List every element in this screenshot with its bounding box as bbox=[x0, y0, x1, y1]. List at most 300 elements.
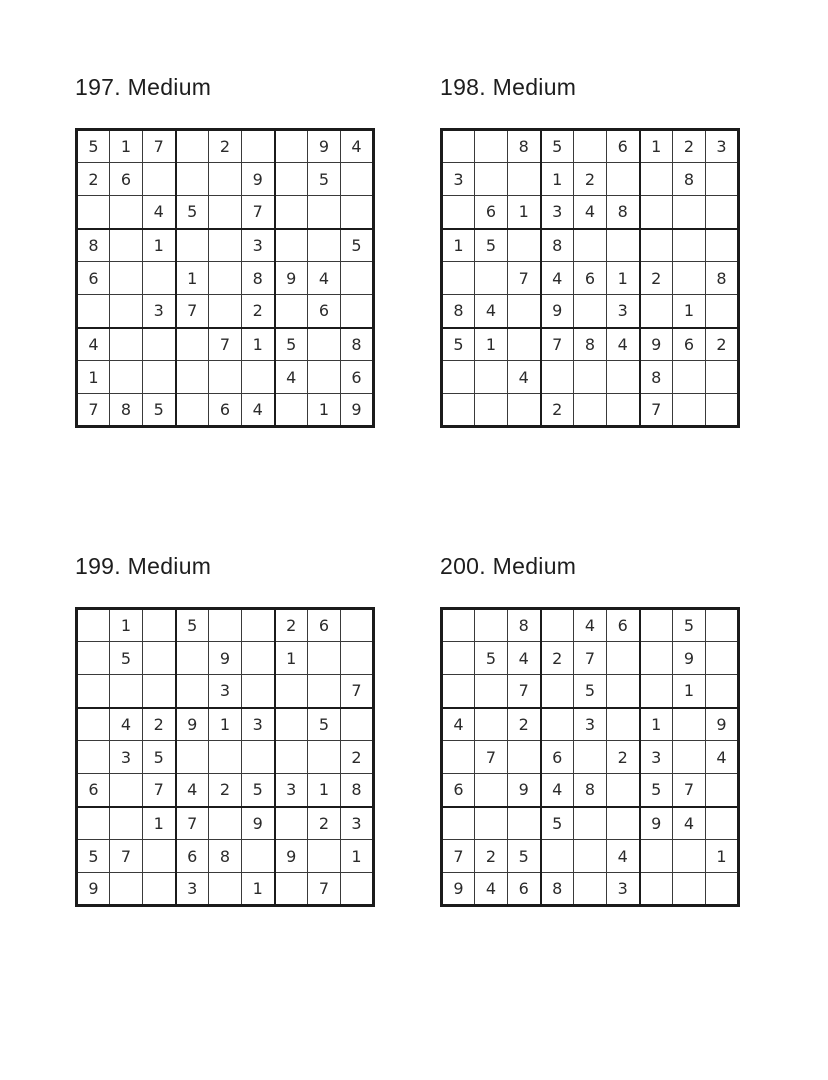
sudoku-cell: 9 bbox=[706, 708, 739, 741]
sudoku-cell: 1 bbox=[308, 394, 341, 427]
sudoku-cell-empty bbox=[209, 361, 242, 394]
sudoku-cell: 6 bbox=[341, 361, 374, 394]
sudoku-row bbox=[77, 262, 374, 295]
sudoku-cell: 8 bbox=[607, 196, 640, 229]
sudoku-row bbox=[442, 774, 739, 807]
sudoku-cell: 1 bbox=[640, 130, 673, 163]
sudoku-row bbox=[442, 163, 739, 196]
sudoku-cell: 9 bbox=[640, 807, 673, 840]
sudoku-cell: 2 bbox=[209, 130, 242, 163]
sudoku-cell: 6 bbox=[541, 741, 574, 774]
sudoku-cell-empty bbox=[706, 229, 739, 262]
sudoku-cell: 5 bbox=[275, 328, 308, 361]
sudoku-cell-empty bbox=[143, 609, 176, 642]
sudoku-cell-empty bbox=[706, 196, 739, 229]
sudoku-cell: 5 bbox=[541, 807, 574, 840]
sudoku-cell-empty bbox=[176, 163, 209, 196]
sudoku-cell: 8 bbox=[640, 361, 673, 394]
sudoku-cell: 9 bbox=[341, 394, 374, 427]
sudoku-cell: 2 bbox=[308, 807, 341, 840]
sudoku-cell-empty bbox=[110, 328, 143, 361]
sudoku-grid bbox=[75, 607, 375, 907]
sudoku-cell: 6 bbox=[209, 394, 242, 427]
sudoku-cell: 9 bbox=[442, 873, 475, 906]
sudoku-row bbox=[442, 609, 739, 642]
sudoku-cell: 8 bbox=[574, 328, 607, 361]
sudoku-cell-empty bbox=[275, 196, 308, 229]
sudoku-cell-empty bbox=[475, 163, 508, 196]
sudoku-row bbox=[77, 873, 374, 906]
sudoku-cell-empty bbox=[574, 807, 607, 840]
sudoku-row bbox=[442, 708, 739, 741]
sudoku-cell: 7 bbox=[143, 774, 176, 807]
sudoku-cell-empty bbox=[275, 130, 308, 163]
sudoku-cell: 9 bbox=[209, 642, 242, 675]
sudoku-cell: 1 bbox=[242, 328, 275, 361]
sudoku-cell-empty bbox=[574, 361, 607, 394]
sudoku-cell-empty bbox=[341, 295, 374, 328]
sudoku-cell-empty bbox=[607, 361, 640, 394]
sudoku-cell-empty bbox=[541, 708, 574, 741]
sudoku-cell-empty bbox=[143, 642, 176, 675]
sudoku-cell: 3 bbox=[607, 295, 640, 328]
sudoku-cell-empty bbox=[176, 675, 209, 708]
puzzle-title: 199. Medium bbox=[75, 553, 212, 579]
sudoku-cell: 5 bbox=[673, 609, 706, 642]
sudoku-grid bbox=[75, 128, 375, 428]
sudoku-cell: 4 bbox=[475, 873, 508, 906]
sudoku-cell: 1 bbox=[209, 708, 242, 741]
sudoku-cell: 7 bbox=[242, 196, 275, 229]
sudoku-row bbox=[77, 196, 374, 229]
sudoku-cell: 8 bbox=[341, 328, 374, 361]
sudoku-row bbox=[442, 262, 739, 295]
sudoku-cell: 1 bbox=[508, 196, 541, 229]
sudoku-cell-empty bbox=[77, 642, 110, 675]
sudoku-cell-empty bbox=[475, 361, 508, 394]
sudoku-cell: 5 bbox=[308, 163, 341, 196]
sudoku-cell-empty bbox=[341, 873, 374, 906]
sudoku-cell: 8 bbox=[242, 262, 275, 295]
sudoku-cell-empty bbox=[341, 196, 374, 229]
sudoku-row bbox=[77, 609, 374, 642]
sudoku-cell: 9 bbox=[673, 642, 706, 675]
sudoku-cell: 4 bbox=[475, 295, 508, 328]
sudoku-cell-empty bbox=[475, 609, 508, 642]
sudoku-cell: 6 bbox=[308, 609, 341, 642]
sudoku-cell: 1 bbox=[77, 361, 110, 394]
sudoku-cell: 7 bbox=[508, 675, 541, 708]
sudoku-cell: 1 bbox=[176, 262, 209, 295]
sudoku-cell: 7 bbox=[442, 840, 475, 873]
sudoku-cell-empty bbox=[475, 708, 508, 741]
sudoku-cell-empty bbox=[607, 229, 640, 262]
sudoku-cell: 7 bbox=[143, 130, 176, 163]
puzzle-199 bbox=[75, 551, 389, 907]
sudoku-cell-empty bbox=[110, 196, 143, 229]
sudoku-cell: 2 bbox=[209, 774, 242, 807]
sudoku-cell: 2 bbox=[706, 328, 739, 361]
sudoku-cell: 3 bbox=[640, 741, 673, 774]
sudoku-cell-empty bbox=[242, 675, 275, 708]
sudoku-cell-empty bbox=[275, 295, 308, 328]
sudoku-cell: 7 bbox=[176, 295, 209, 328]
sudoku-cell-empty bbox=[242, 130, 275, 163]
sudoku-cell: 2 bbox=[508, 708, 541, 741]
sudoku-cell-empty bbox=[706, 163, 739, 196]
sudoku-cell-empty bbox=[508, 741, 541, 774]
sudoku-cell-empty bbox=[110, 295, 143, 328]
sudoku-cell-empty bbox=[640, 609, 673, 642]
sudoku-cell-empty bbox=[508, 295, 541, 328]
sudoku-cell: 1 bbox=[442, 229, 475, 262]
sudoku-cell: 5 bbox=[541, 130, 574, 163]
sudoku-cell: 6 bbox=[77, 262, 110, 295]
sudoku-cell-empty bbox=[673, 708, 706, 741]
sudoku-cell-empty bbox=[110, 262, 143, 295]
sudoku-cell: 4 bbox=[110, 708, 143, 741]
sudoku-row bbox=[442, 873, 739, 906]
sudoku-cell: 3 bbox=[341, 807, 374, 840]
sudoku-row bbox=[442, 642, 739, 675]
sudoku-cell: 3 bbox=[110, 741, 143, 774]
sudoku-cell-empty bbox=[275, 873, 308, 906]
sudoku-cell: 9 bbox=[242, 163, 275, 196]
sudoku-cell-empty bbox=[341, 642, 374, 675]
sudoku-cell: 4 bbox=[706, 741, 739, 774]
sudoku-cell-empty bbox=[209, 873, 242, 906]
sudoku-cell: 1 bbox=[143, 229, 176, 262]
sudoku-cell: 4 bbox=[242, 394, 275, 427]
sudoku-row bbox=[77, 328, 374, 361]
sudoku-cell: 5 bbox=[242, 774, 275, 807]
sudoku-cell: 5 bbox=[475, 229, 508, 262]
sudoku-cell-empty bbox=[308, 196, 341, 229]
sudoku-cell-empty bbox=[607, 394, 640, 427]
sudoku-cell-empty bbox=[209, 229, 242, 262]
sudoku-cell: 5 bbox=[77, 130, 110, 163]
sudoku-cell: 9 bbox=[275, 840, 308, 873]
sudoku-cell: 5 bbox=[442, 328, 475, 361]
sudoku-cell-empty bbox=[508, 163, 541, 196]
sudoku-cell-empty bbox=[209, 807, 242, 840]
sudoku-cell-empty bbox=[341, 708, 374, 741]
sudoku-row bbox=[442, 328, 739, 361]
sudoku-cell: 7 bbox=[574, 642, 607, 675]
sudoku-cell: 7 bbox=[640, 394, 673, 427]
sudoku-cell: 2 bbox=[242, 295, 275, 328]
sudoku-cell-empty bbox=[242, 741, 275, 774]
sudoku-cell: 9 bbox=[176, 708, 209, 741]
sudoku-cell-empty bbox=[541, 361, 574, 394]
sudoku-cell: 1 bbox=[607, 262, 640, 295]
sudoku-grid-wrap bbox=[440, 128, 754, 428]
sudoku-cell: 6 bbox=[673, 328, 706, 361]
sudoku-cell-empty bbox=[176, 229, 209, 262]
sudoku-row bbox=[442, 361, 739, 394]
sudoku-cell-empty bbox=[308, 361, 341, 394]
sudoku-cell: 4 bbox=[541, 774, 574, 807]
sudoku-cell-empty bbox=[275, 675, 308, 708]
sudoku-cell: 6 bbox=[308, 295, 341, 328]
sudoku-cell-empty bbox=[275, 394, 308, 427]
sudoku-grid-wrap bbox=[75, 607, 389, 907]
sudoku-cell: 2 bbox=[143, 708, 176, 741]
sudoku-cell-empty bbox=[77, 609, 110, 642]
sudoku-cell: 1 bbox=[308, 774, 341, 807]
sudoku-cell-empty bbox=[640, 675, 673, 708]
sudoku-cell: 7 bbox=[508, 262, 541, 295]
sudoku-cell: 8 bbox=[574, 774, 607, 807]
sudoku-row bbox=[77, 130, 374, 163]
sudoku-cell: 1 bbox=[143, 807, 176, 840]
sudoku-cell-empty bbox=[143, 675, 176, 708]
sudoku-row bbox=[77, 807, 374, 840]
sudoku-cell: 5 bbox=[508, 840, 541, 873]
sudoku-cell-empty bbox=[176, 741, 209, 774]
sudoku-cell-empty bbox=[475, 262, 508, 295]
sudoku-cell: 1 bbox=[706, 840, 739, 873]
sudoku-cell-empty bbox=[475, 130, 508, 163]
sudoku-cell-empty bbox=[209, 262, 242, 295]
sudoku-cell: 3 bbox=[209, 675, 242, 708]
sudoku-row bbox=[77, 163, 374, 196]
sudoku-cell: 4 bbox=[275, 361, 308, 394]
sudoku-grid bbox=[440, 128, 740, 428]
sudoku-cell-empty bbox=[77, 807, 110, 840]
sudoku-cell: 6 bbox=[607, 609, 640, 642]
sudoku-cell: 3 bbox=[242, 229, 275, 262]
sudoku-cell: 1 bbox=[673, 675, 706, 708]
sudoku-cell-empty bbox=[442, 675, 475, 708]
sudoku-cell: 4 bbox=[143, 196, 176, 229]
sudoku-row bbox=[442, 807, 739, 840]
sudoku-row bbox=[442, 229, 739, 262]
sudoku-cell-empty bbox=[673, 262, 706, 295]
sudoku-cell: 6 bbox=[475, 196, 508, 229]
sudoku-cell: 8 bbox=[673, 163, 706, 196]
sudoku-cell: 7 bbox=[541, 328, 574, 361]
sudoku-cell-empty bbox=[341, 609, 374, 642]
sudoku-cell-empty bbox=[673, 361, 706, 394]
sudoku-cell-empty bbox=[673, 840, 706, 873]
sudoku-cell: 4 bbox=[341, 130, 374, 163]
sudoku-cell-empty bbox=[77, 708, 110, 741]
sudoku-cell-empty bbox=[143, 262, 176, 295]
sudoku-cell-empty bbox=[209, 741, 242, 774]
sudoku-cell: 6 bbox=[176, 840, 209, 873]
sudoku-cell-empty bbox=[607, 642, 640, 675]
sudoku-cell-empty bbox=[143, 328, 176, 361]
sudoku-cell: 1 bbox=[640, 708, 673, 741]
sudoku-cell-empty bbox=[541, 675, 574, 708]
sudoku-cell: 2 bbox=[77, 163, 110, 196]
sudoku-cell-empty bbox=[442, 741, 475, 774]
sudoku-cell-empty bbox=[541, 609, 574, 642]
sudoku-cell: 3 bbox=[442, 163, 475, 196]
sudoku-row bbox=[77, 642, 374, 675]
sudoku-cell: 6 bbox=[110, 163, 143, 196]
sudoku-cell-empty bbox=[640, 163, 673, 196]
sudoku-cell-empty bbox=[275, 807, 308, 840]
sudoku-cell: 4 bbox=[607, 328, 640, 361]
sudoku-cell-empty bbox=[673, 741, 706, 774]
sudoku-cell: 4 bbox=[442, 708, 475, 741]
sudoku-cell: 4 bbox=[508, 361, 541, 394]
sudoku-cell: 2 bbox=[541, 394, 574, 427]
sudoku-cell: 8 bbox=[77, 229, 110, 262]
sudoku-cell: 3 bbox=[275, 774, 308, 807]
sudoku-cell: 3 bbox=[176, 873, 209, 906]
sudoku-cell: 6 bbox=[442, 774, 475, 807]
sudoku-cell-empty bbox=[242, 642, 275, 675]
sudoku-cell-empty bbox=[607, 708, 640, 741]
sudoku-cell: 8 bbox=[541, 229, 574, 262]
sudoku-cell: 1 bbox=[275, 642, 308, 675]
sudoku-cell: 7 bbox=[176, 807, 209, 840]
puzzle-198 bbox=[440, 72, 754, 428]
sudoku-cell-empty bbox=[275, 163, 308, 196]
sudoku-cell: 5 bbox=[110, 642, 143, 675]
sudoku-cell-empty bbox=[77, 295, 110, 328]
sudoku-cell: 3 bbox=[574, 708, 607, 741]
sudoku-grid-wrap bbox=[75, 128, 389, 428]
sudoku-cell-empty bbox=[508, 328, 541, 361]
sudoku-cell-empty bbox=[308, 229, 341, 262]
sudoku-cell: 6 bbox=[607, 130, 640, 163]
sudoku-cell: 5 bbox=[143, 394, 176, 427]
sudoku-cell: 2 bbox=[275, 609, 308, 642]
sudoku-cell-empty bbox=[110, 807, 143, 840]
sudoku-cell-empty bbox=[475, 675, 508, 708]
sudoku-cell-empty bbox=[673, 196, 706, 229]
sudoku-cell: 5 bbox=[176, 609, 209, 642]
sudoku-cell-empty bbox=[706, 394, 739, 427]
sudoku-row bbox=[77, 675, 374, 708]
sudoku-cell: 1 bbox=[475, 328, 508, 361]
sudoku-cell-empty bbox=[640, 196, 673, 229]
sudoku-cell: 9 bbox=[308, 130, 341, 163]
sudoku-cell-empty bbox=[475, 807, 508, 840]
sudoku-cell-empty bbox=[110, 774, 143, 807]
sudoku-cell-empty bbox=[275, 229, 308, 262]
sudoku-row bbox=[77, 394, 374, 427]
puzzle-197 bbox=[75, 72, 389, 428]
sudoku-cell-empty bbox=[110, 361, 143, 394]
sudoku-cell-empty bbox=[143, 361, 176, 394]
sudoku-row bbox=[77, 229, 374, 262]
sudoku-row bbox=[442, 675, 739, 708]
sudoku-cell: 8 bbox=[110, 394, 143, 427]
sudoku-cell-empty bbox=[442, 642, 475, 675]
sudoku-cell-empty bbox=[673, 873, 706, 906]
sudoku-cell-empty bbox=[110, 873, 143, 906]
sudoku-cell-empty bbox=[607, 774, 640, 807]
sudoku-cell: 7 bbox=[209, 328, 242, 361]
sudoku-cell: 2 bbox=[475, 840, 508, 873]
sudoku-cell-empty bbox=[706, 295, 739, 328]
sudoku-cell-empty bbox=[176, 394, 209, 427]
sudoku-row bbox=[442, 130, 739, 163]
sudoku-cell: 6 bbox=[508, 873, 541, 906]
sudoku-cell-empty bbox=[574, 840, 607, 873]
sudoku-cell-empty bbox=[442, 807, 475, 840]
sudoku-cell-empty bbox=[442, 394, 475, 427]
sudoku-cell-empty bbox=[209, 295, 242, 328]
sudoku-cell: 4 bbox=[541, 262, 574, 295]
sudoku-cell: 9 bbox=[508, 774, 541, 807]
sudoku-cell: 5 bbox=[341, 229, 374, 262]
sudoku-cell: 1 bbox=[242, 873, 275, 906]
sudoku-cell: 5 bbox=[574, 675, 607, 708]
sudoku-cell: 4 bbox=[508, 642, 541, 675]
sudoku-cell-empty bbox=[607, 163, 640, 196]
sudoku-cell-empty bbox=[143, 840, 176, 873]
sudoku-cell-empty bbox=[706, 807, 739, 840]
sudoku-cell-empty bbox=[706, 642, 739, 675]
sudoku-cell-empty bbox=[77, 196, 110, 229]
sudoku-row bbox=[77, 361, 374, 394]
puzzle-title: 197. Medium bbox=[75, 74, 212, 100]
sudoku-cell-empty bbox=[176, 642, 209, 675]
sudoku-cell: 8 bbox=[508, 609, 541, 642]
sudoku-cell: 9 bbox=[541, 295, 574, 328]
sudoku-cell-empty bbox=[574, 295, 607, 328]
sudoku-cell-empty bbox=[640, 840, 673, 873]
sudoku-cell: 7 bbox=[308, 873, 341, 906]
sudoku-cell: 2 bbox=[541, 642, 574, 675]
sudoku-row bbox=[442, 394, 739, 427]
sudoku-cell-empty bbox=[308, 328, 341, 361]
sudoku-cell-empty bbox=[176, 130, 209, 163]
sudoku-cell-empty bbox=[176, 361, 209, 394]
sudoku-cell: 7 bbox=[110, 840, 143, 873]
sudoku-cell-empty bbox=[308, 741, 341, 774]
sudoku-cell-empty bbox=[77, 675, 110, 708]
sudoku-cell-empty bbox=[673, 229, 706, 262]
sudoku-cell: 2 bbox=[574, 163, 607, 196]
sudoku-cell: 4 bbox=[77, 328, 110, 361]
sudoku-cell-empty bbox=[640, 295, 673, 328]
sudoku-cell-empty bbox=[442, 130, 475, 163]
sudoku-cell-empty bbox=[607, 807, 640, 840]
sudoku-cell-empty bbox=[706, 675, 739, 708]
sudoku-cell: 8 bbox=[341, 774, 374, 807]
sudoku-cell-empty bbox=[475, 394, 508, 427]
sudoku-cell-empty bbox=[308, 840, 341, 873]
sudoku-cell-empty bbox=[673, 394, 706, 427]
sudoku-cell-empty bbox=[607, 675, 640, 708]
sudoku-cell-empty bbox=[442, 609, 475, 642]
sudoku-cell-empty bbox=[442, 262, 475, 295]
sudoku-cell: 4 bbox=[673, 807, 706, 840]
sudoku-cell-empty bbox=[341, 163, 374, 196]
sudoku-cell-empty bbox=[574, 229, 607, 262]
sudoku-cell: 9 bbox=[242, 807, 275, 840]
sudoku-cell-empty bbox=[574, 394, 607, 427]
sudoku-cell-empty bbox=[110, 229, 143, 262]
sudoku-cell: 7 bbox=[77, 394, 110, 427]
sudoku-cell: 8 bbox=[442, 295, 475, 328]
sudoku-cell: 8 bbox=[541, 873, 574, 906]
sudoku-cell: 2 bbox=[607, 741, 640, 774]
sudoku-cell: 3 bbox=[607, 873, 640, 906]
sudoku-cell-empty bbox=[308, 675, 341, 708]
puzzle-title: 198. Medium bbox=[440, 74, 577, 100]
sudoku-cell-empty bbox=[143, 163, 176, 196]
sudoku-cell-empty bbox=[706, 609, 739, 642]
sudoku-cell: 8 bbox=[706, 262, 739, 295]
